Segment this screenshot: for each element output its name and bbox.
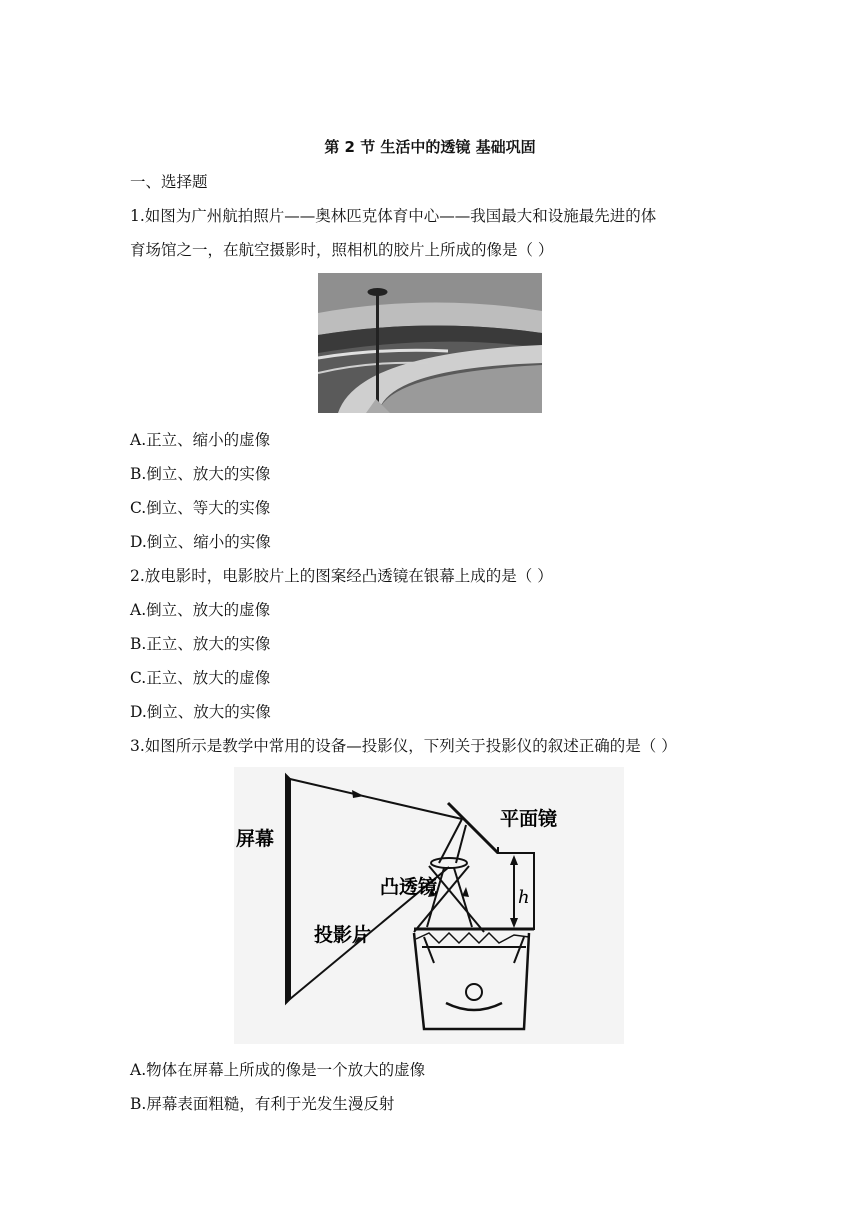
question-2-stem: 2.放电影时，电影胶片上的图案经凸透镜在银幕上成的是（ ） (130, 567, 553, 585)
section-heading: 一、选择题 (130, 173, 208, 191)
question-1-option-d: D.倒立、缩小的实像 (130, 533, 271, 551)
height-label: h (518, 887, 530, 908)
question-1-stem-line2: 育场馆之一，在航空摄影时，照相机的胶片上所成的像是（ ） (130, 241, 554, 259)
question-1-stem-line1: 1.如图为广州航拍照片——奥林匹克体育中心——我国最大和设施最先进的体 (130, 207, 657, 225)
projector-diagram (234, 767, 624, 1044)
question-3-stem: 3.如图所示是教学中常用的设备—投影仪，下列关于投影仪的叙述正确的是（ ） (130, 737, 677, 755)
question-2-option-d: D.倒立、放大的实像 (130, 703, 271, 721)
screen-label: 屏幕 (236, 828, 275, 850)
lens-label: 凸透镜 (380, 876, 438, 898)
question-2-option-b: B.正立、放大的实像 (130, 635, 271, 653)
question-1-option-b: B.倒立、放大的实像 (130, 465, 271, 483)
mirror-label: 平面镜 (500, 808, 558, 830)
page-title: 第 2 节 生活中的透镜 基础巩固 (324, 138, 536, 156)
slide-label: 投影片 (314, 924, 372, 946)
question-1-option-a: A.正立、缩小的虚像 (130, 431, 271, 449)
question-2-option-a: A.倒立、放大的虚像 (130, 601, 271, 619)
question-2-option-c: C.正立、放大的虚像 (130, 669, 271, 687)
stadium-aerial-photo (318, 273, 542, 413)
question-3-option-b: B.屏幕表面粗糙，有利于光发生漫反射 (130, 1095, 395, 1113)
question-1-option-c: C.倒立、等大的实像 (130, 499, 271, 517)
question-3-option-a: A.物体在屏幕上所成的像是一个放大的虚像 (130, 1061, 426, 1079)
